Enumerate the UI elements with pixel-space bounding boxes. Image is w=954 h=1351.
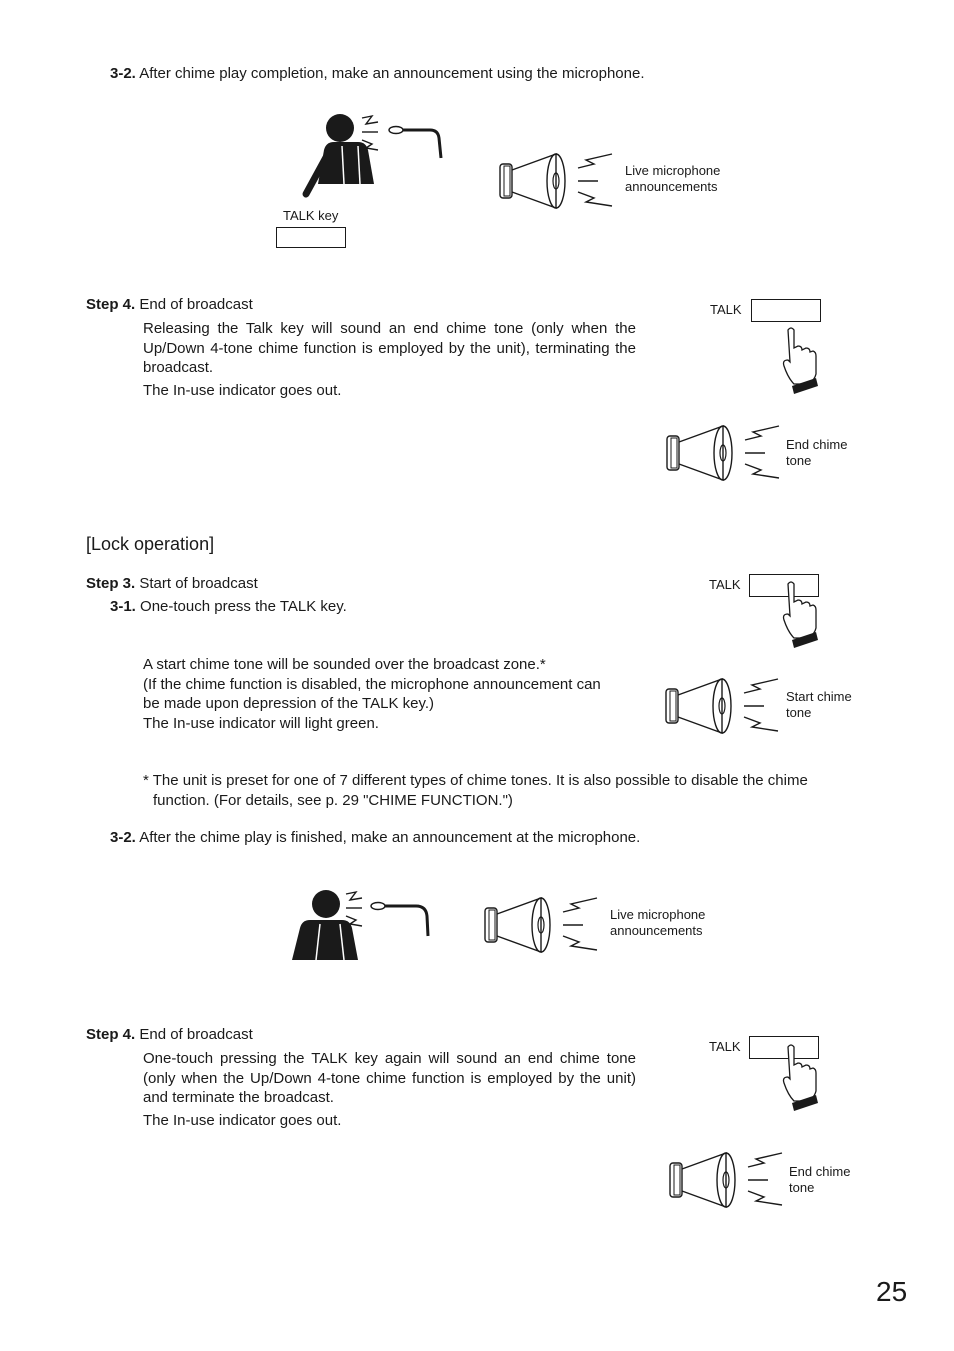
section-heading: [Lock operation] <box>86 534 215 554</box>
instruction-3-1 <box>110 597 347 617</box>
step-4-heading <box>86 295 253 315</box>
step-4-paragraph: One-touch pressing the TALK key again will sound an end chime tone (only when the Up/Down 4-tone chime function is employed by the unit) and terminate the broadcast. <box>143 1050 636 1106</box>
caption-line: announcements <box>625 179 718 194</box>
talk-label: TALK <box>709 577 741 592</box>
step-title: Start of broadcast <box>139 575 258 592</box>
speaker-icon <box>664 677 784 737</box>
person-microphone-icon <box>300 112 450 207</box>
caption-line: Live microphone <box>610 907 706 922</box>
footnote <box>143 771 883 810</box>
speaker-caption <box>786 689 852 721</box>
talk-key-button[interactable] <box>276 227 346 248</box>
step-3-heading <box>86 574 258 594</box>
caption-line: tone <box>786 453 812 468</box>
step-number: 3-2. <box>110 829 136 846</box>
hand-press-icon <box>780 580 820 648</box>
caption-line: Start chime <box>786 689 852 704</box>
hand-press-icon <box>780 1043 820 1111</box>
caption-line: tone <box>789 1180 815 1195</box>
step-4-indicator-note: The In-use indicator goes out. <box>143 382 342 399</box>
speaker-caption <box>625 163 720 195</box>
talk-label: TALK <box>709 1039 741 1054</box>
desc-line: A start chime tone will be sounded over the broadcast zone.* <box>143 656 546 673</box>
caption-line: announcements <box>610 923 703 938</box>
step-number: 3-2. <box>110 65 136 82</box>
start-chime-description <box>143 655 643 733</box>
caption-line: tone <box>786 705 812 720</box>
step-title: End of broadcast <box>139 1026 253 1043</box>
speaker-icon <box>665 424 785 484</box>
talk-key-button[interactable] <box>751 299 821 322</box>
desc-line: (If the chime function is disabled, the microphone announcement can <box>143 675 601 693</box>
caption-line: Live microphone <box>625 163 721 178</box>
instruction-3-2-top <box>110 64 645 84</box>
desc-line: be made upon depression of the TALK key.) <box>143 695 435 712</box>
instruction-text: After the chime play is finished, make an announcement at the microphone. <box>139 829 641 846</box>
page-number: 25 <box>876 1276 908 1307</box>
hand-release-icon <box>780 326 820 394</box>
instruction-3-2-lock <box>110 828 640 848</box>
person-microphone-icon <box>290 888 440 963</box>
speaker-caption <box>610 907 705 939</box>
step-4-indicator-note: The In-use indicator goes out. <box>143 1112 342 1129</box>
step-number: Step 3. <box>86 575 136 592</box>
talk-label: TALK <box>710 302 742 317</box>
talk-key-label: TALK key <box>283 208 339 223</box>
speaker-caption <box>786 437 847 469</box>
instruction-text: One-touch press the TALK key. <box>140 598 347 615</box>
speaker-icon <box>483 896 603 956</box>
footnote-line: * The unit is preset for one of 7 different types of chime tones. It is also possible to disable the chime <box>143 772 808 789</box>
speaker-caption <box>789 1164 850 1196</box>
step-number: Step 4. <box>86 296 136 313</box>
speaker-icon <box>498 152 618 212</box>
caption-line: End chime <box>789 1164 851 1179</box>
step-4-heading <box>86 1025 253 1045</box>
footnote-line: function. (For details, see p. 29 "CHIME FUNCTION.") <box>153 791 513 809</box>
desc-line: The In-use indicator will light green. <box>143 714 379 732</box>
step-title: End of broadcast <box>139 296 253 313</box>
caption-line: End chime <box>786 437 848 452</box>
step-number: 3-1. <box>110 598 136 615</box>
speaker-icon <box>668 1151 788 1211</box>
step-number: Step 4. <box>86 1026 136 1043</box>
instruction-text: After chime play completion, make an announcement using the microphone. <box>139 65 645 82</box>
step-4-paragraph: Releasing the Talk key will sound an end chime tone (only when the Up/Down 4-tone chime function is employed by the unit), terminating the broadcast. <box>143 320 636 376</box>
